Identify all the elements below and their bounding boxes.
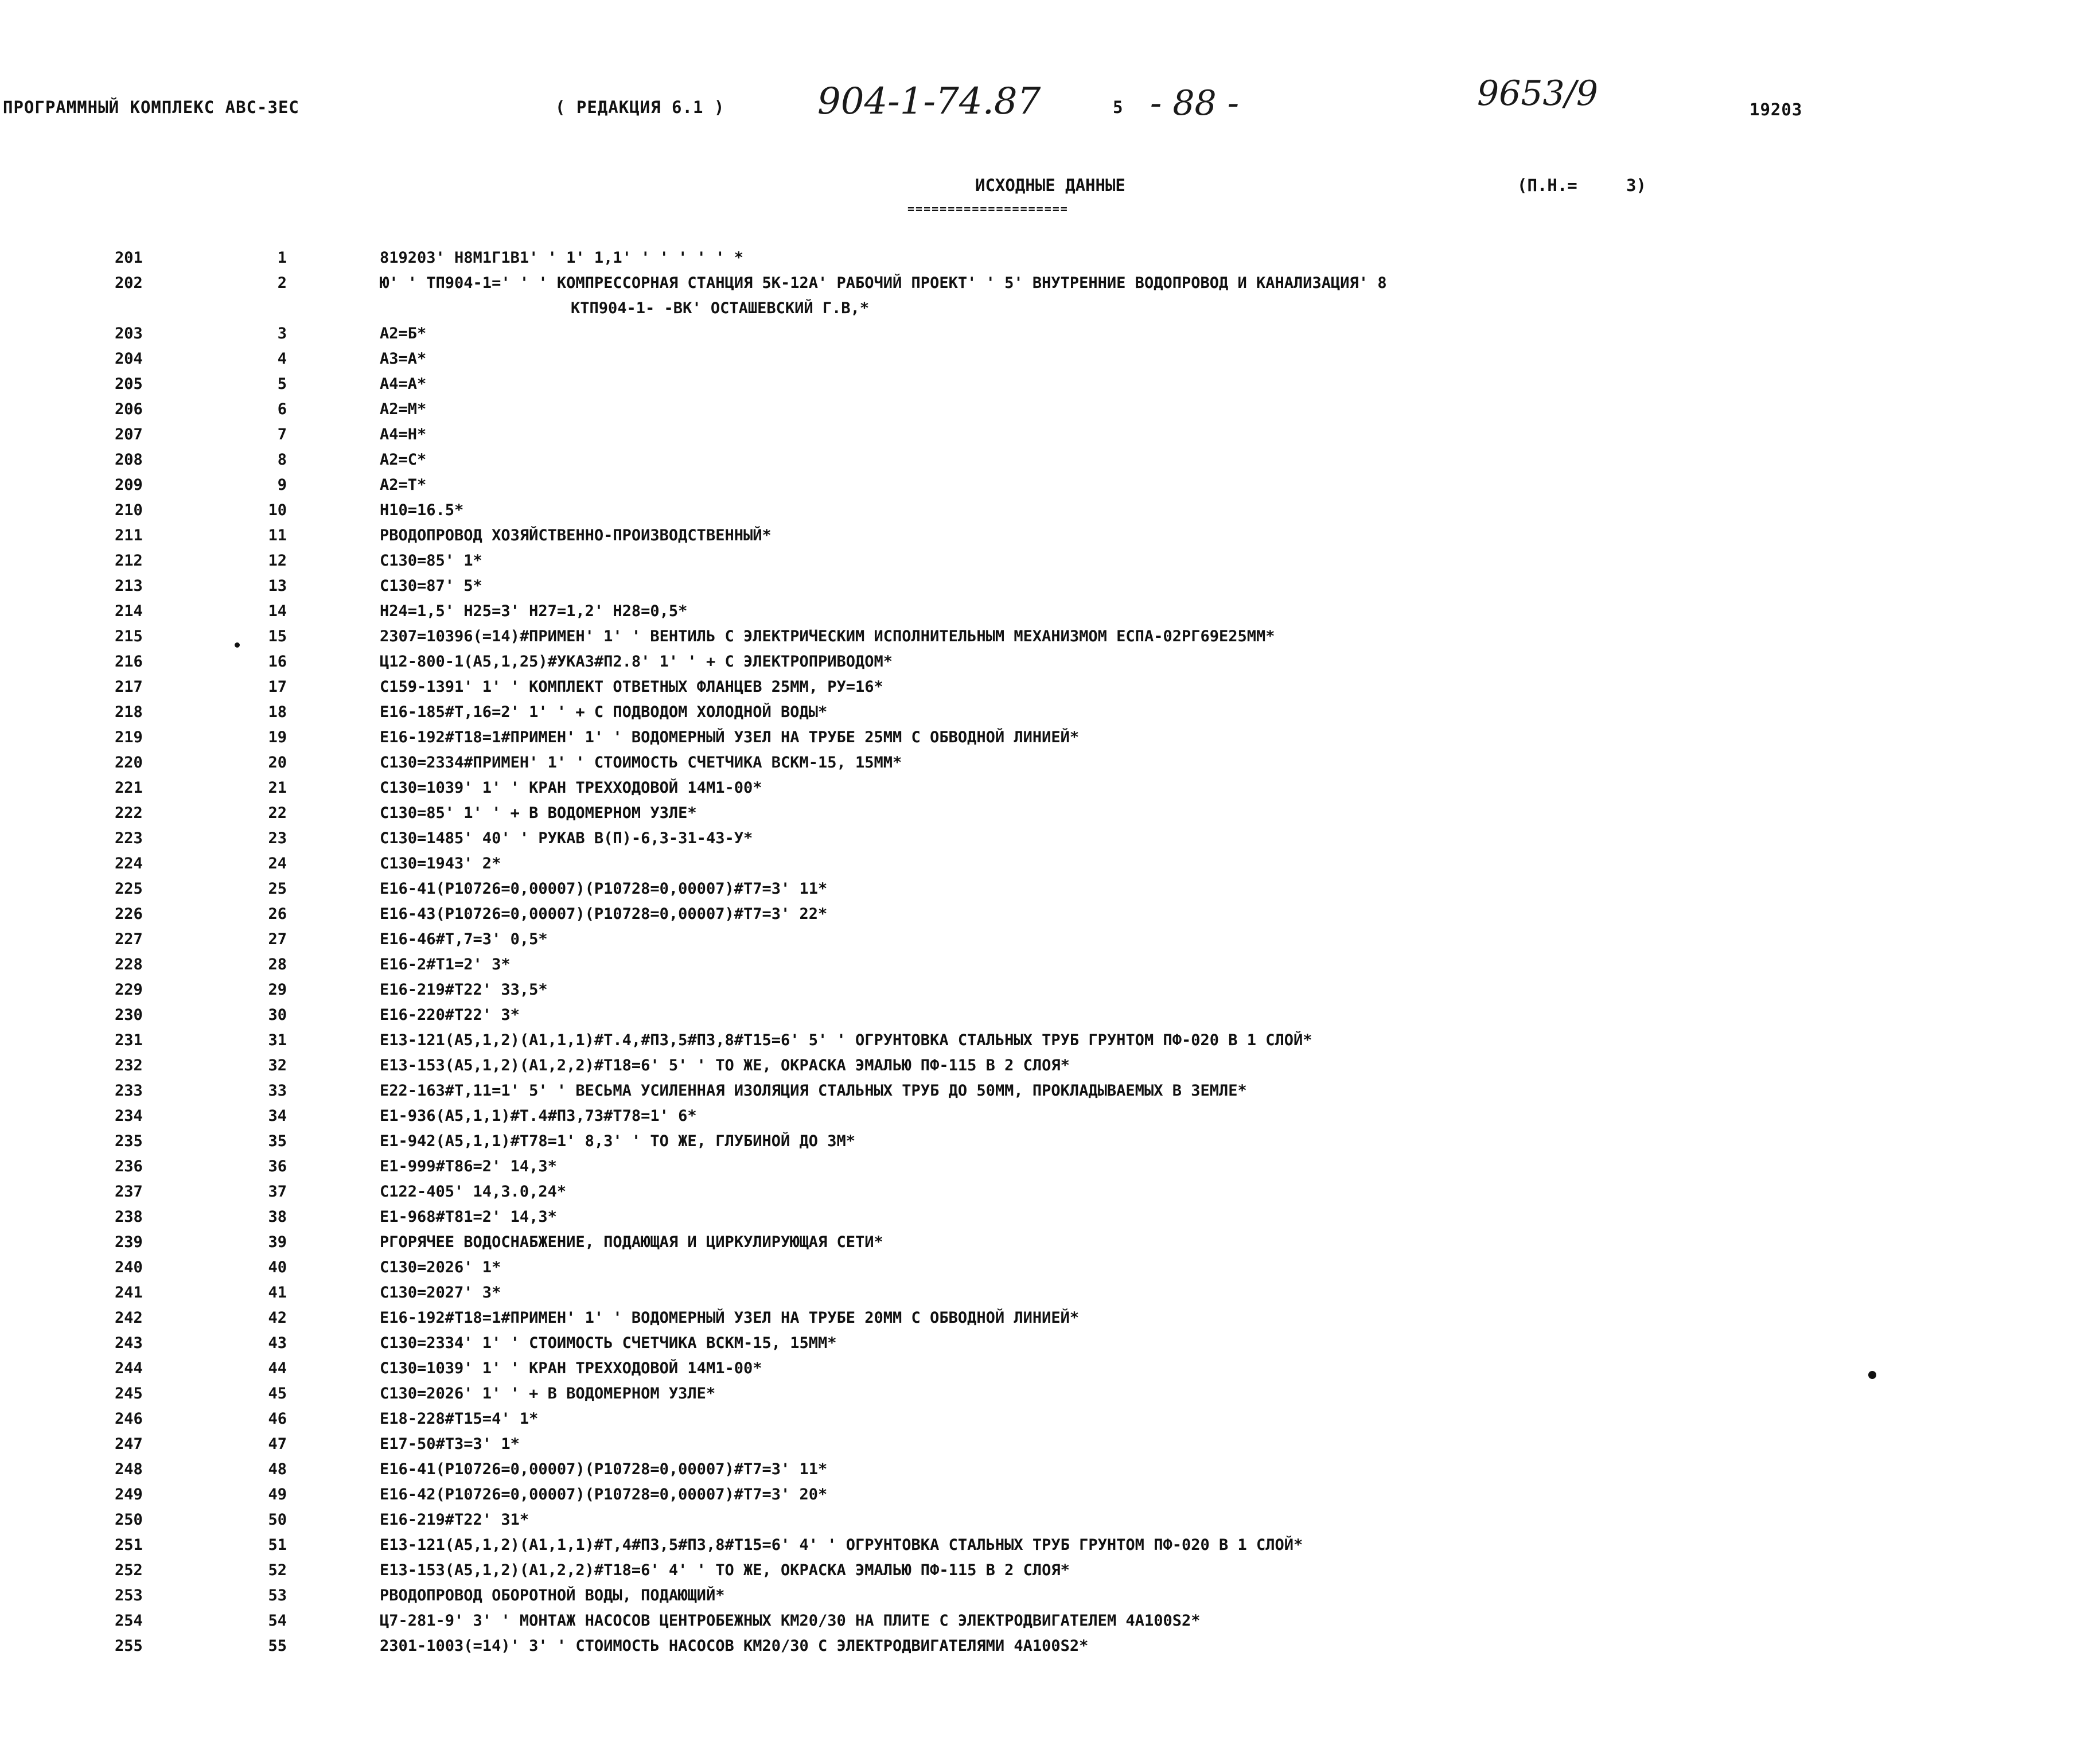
record-number: 234 [115,1107,143,1125]
record-number: 215 [115,628,143,645]
handwritten-page-number: - 88 - [1150,83,1240,123]
line-number: 41 [268,1284,287,1302]
line-number: 17 [268,678,287,696]
line-text: Е16-192#Т18=1#ПРИМЕН' 1' ' ВОДОМЕРНЫЙ УЗЕЛ НА ТРУБЕ 20ММ С ОБВОДНОЙ ЛИНИЕЙ* [380,1309,1080,1327]
line-number: 18 [268,703,287,721]
record-number: 211 [115,527,143,544]
title-text: ИСХОДНЫЕ ДАННЫЕ [975,176,1125,195]
line-number: 1 [277,249,287,267]
line-number: 33 [268,1082,287,1100]
record-number: 236 [115,1158,143,1175]
line-text: Е16-41(Р10726=0,00007)(Р10728=0,00007)#Т7=3' 11* [380,1460,828,1478]
line-number: 47 [268,1435,287,1453]
line-number: 9 [277,476,287,494]
record-number: 253 [115,1587,143,1604]
line-number: 13 [268,577,287,595]
line-number: 20 [268,754,287,772]
line-text: РВОДОПРОВОД ОБОРОТНОЙ ВОДЫ, ПОДАЮЩИЙ* [380,1587,725,1604]
line-number: 14 [268,602,287,620]
line-text: С130=85' 1' ' + В ВОДОМЕРНОМ УЗЛЕ* [380,804,697,822]
line-number: 44 [268,1359,287,1377]
record-number: 212 [115,552,143,570]
line-text: С130=1039' 1' ' КРАН ТРЕХХОДОВОЙ 14М1-00* [380,779,762,797]
record-number: 243 [115,1334,143,1352]
line-text: Е1-999#Т86=2' 14,3* [380,1158,557,1175]
record-number: 224 [115,855,143,872]
line-text: Е16-46#Т,7=3' 0,5* [380,930,548,948]
record-number: 208 [115,451,143,469]
record-number: 249 [115,1486,143,1503]
line-text: С130=85' 1* [380,552,482,570]
line-text: Е16-219#Т22' 33,5* [380,981,548,999]
record-number: 223 [115,829,143,847]
line-text: Е13-153(А5,1,2)(А1,2,2)#Т18=6' 4' ' ТО ЖЕ, ОКРАСКА ЭМАЛЬЮ ПФ-115 В 2 СЛОЯ* [380,1561,1070,1579]
record-number: 219 [115,728,143,746]
line-number: 4 [277,350,287,368]
line-number: 31 [268,1031,287,1049]
line-text: 2307=10396(=14)#ПРИМЕН' 1' ' ВЕНТИЛЬ С ЭЛЕКТРИЧЕСКИМ ИСПОЛНИТЕЛЬНЫМ МЕХАНИЗМОМ ЕСПА-02РГ69Е25ММ* [380,628,1275,645]
line-text: Е16-219#Т22' 31* [380,1511,529,1529]
line-text: Е1-936(А5,1,1)#Т.4#П3,73#Т78=1' 6* [380,1107,697,1125]
record-number: 214 [115,602,143,620]
line-text: А2=С* [380,451,427,469]
record-number: 239 [115,1233,143,1251]
line-text: РГОРЯЧЕЕ ВОДОСНАБЖЕНИЕ, ПОДАЮЩАЯ И ЦИРКУЛИРУЮЩАЯ СЕТИ* [380,1233,883,1251]
line-number: 24 [268,855,287,872]
record-number: 205 [115,375,143,393]
line-text: С130=1485' 40' ' РУКАВ В(П)-6,3-31-43-У* [380,829,753,847]
line-number: 27 [268,930,287,948]
record-number: 255 [115,1637,143,1655]
line-number: 16 [268,653,287,671]
line-text: С130=2026' 1* [380,1259,501,1276]
record-number: 210 [115,501,143,519]
record-number: 231 [115,1031,143,1049]
line-text: 2301-1003(=14)' 3' ' СТОИМОСТЬ НАСОСОВ КМ20/30 С ЭЛЕКТРОДВИГАТЕЛЯМИ 4А100S2* [380,1637,1089,1655]
record-number: 251 [115,1536,143,1554]
line-number: 55 [268,1637,287,1655]
line-number: 51 [268,1536,287,1554]
record-number: 217 [115,678,143,696]
line-text: С130=2027' 3* [380,1284,501,1302]
record-number: 252 [115,1561,143,1579]
record-number: 204 [115,350,143,368]
record-number: 220 [115,754,143,772]
record-number: 209 [115,476,143,494]
line-number: 54 [268,1612,287,1630]
record-number: 226 [115,905,143,923]
line-text: Е16-220#Т22' 3* [380,1006,520,1024]
line-text: А3=А* [380,350,427,368]
line-text: С122-405' 14,3.0,24* [380,1183,567,1201]
line-number: 53 [268,1587,287,1604]
record-number: 222 [115,804,143,822]
line-number: 15 [268,628,287,645]
line-text: А4=А* [380,375,427,393]
record-number: 206 [115,400,143,418]
line-number: 50 [268,1511,287,1529]
line-number: 52 [268,1561,287,1579]
line-number: 19 [268,728,287,746]
record-number: 238 [115,1208,143,1226]
line-number: 42 [268,1309,287,1327]
line-number: 32 [268,1057,287,1074]
line-number: 37 [268,1183,287,1201]
record-number: 232 [115,1057,143,1074]
line-text: Н10=16.5* [380,501,464,519]
page-number-value: 3) [1626,176,1646,195]
line-text: А4=Н* [380,426,427,443]
line-number: 34 [268,1107,287,1125]
line-text: А2=Б* [380,325,427,342]
line-number: 28 [268,956,287,973]
line-text: 819203' Н8М1Г1В1' ' 1' 1,1' ' ' ' ' ' * [380,249,743,267]
line-text: Е17-50#Т3=3' 1* [380,1435,520,1453]
record-number: 213 [115,577,143,595]
line-text: КТП904-1- -ВК' ОСТАШЕВСКИЙ Г.В,* [571,299,870,317]
line-text: Н24=1,5' Н25=3' Н27=1,2' Н28=0,5* [380,602,688,620]
line-number: 40 [268,1259,287,1276]
record-number: 241 [115,1284,143,1302]
line-text: Е16-185#Т,16=2' 1' ' + С ПОДВОДОМ ХОЛОДНОЙ ВОДЫ* [380,703,828,721]
line-number: 5 [277,375,287,393]
record-number: 244 [115,1359,143,1377]
job-number: 19203 [1750,100,1803,119]
line-number: 8 [277,451,287,469]
line-text: С130=1943' 2* [380,855,501,872]
record-number: 203 [115,325,143,342]
line-text: Е1-968#Т81=2' 14,3* [380,1208,557,1226]
line-number: 45 [268,1385,287,1402]
line-text: Е22-163#Т,11=1' 5' ' ВЕСЬМА УСИЛЕННАЯ ИЗОЛЯЦИЯ СТАЛЬНЫХ ТРУБ ДО 50ММ, ПРОКЛАДЫВАЕМЫХ В ЗЕМЛЕ* [380,1082,1247,1100]
line-text: Е16-2#Т1=2' 3* [380,956,511,973]
handwritten-project-code: 904-1-74.87 [817,80,1041,123]
line-text: С130=1039' 1' ' КРАН ТРЕХХОДОВОЙ 14М1-00* [380,1359,762,1377]
line-text: Ц12-800-1(А5,1,25)#УКАЗ#П2.8' 1' ' + С ЭЛЕКТРОПРИВОДОМ* [380,653,893,671]
line-number: 7 [277,426,287,443]
line-text: Ц7-281-9' 3' ' МОНТАЖ НАСОСОВ ЦЕНТРОБЕЖНЫХ КМ20/30 НА ПЛИТЕ С ЭЛЕКТРОДВИГАТЕЛЕМ 4А100S2* [380,1612,1201,1630]
record-number: 250 [115,1511,143,1529]
line-number: 43 [268,1334,287,1352]
record-number: 254 [115,1612,143,1630]
line-number: 49 [268,1486,287,1503]
line-text: А2=М* [380,400,427,418]
line-number: 39 [268,1233,287,1251]
record-number: 237 [115,1183,143,1201]
record-number: 247 [115,1435,143,1453]
line-text: Е16-43(Р10726=0,00007)(Р10728=0,00007)#Т7=3' 22* [380,905,828,923]
line-number: 25 [268,880,287,898]
program-name: ПРОГРАММНЫЙ КОМПЛЕКС АВС-ЗЕС [3,98,299,117]
line-number: 38 [268,1208,287,1226]
record-number: 202 [115,274,143,292]
record-number: 228 [115,956,143,973]
line-number: 35 [268,1132,287,1150]
title-underline: ==================== [907,202,1069,216]
record-number: 221 [115,779,143,797]
sheet-number: 5 [1113,98,1124,117]
line-text: Е16-42(Р10726=0,00007)(Р10728=0,00007)#Т7=3' 20* [380,1486,828,1503]
edition-label: ( РЕДАКЦИЯ 6.1 ) [555,98,725,117]
record-number: 230 [115,1006,143,1024]
line-text: Е13-153(А5,1,2)(А1,2,2)#Т18=6' 5' ' ТО ЖЕ, ОКРАСКА ЭМАЛЬЮ ПФ-115 В 2 СЛОЯ* [380,1057,1070,1074]
line-text: РВОДОПРОВОД ХОЗЯЙСТВЕННО-ПРОИЗВОДСТВЕННЫЙ* [380,527,772,544]
record-number: 233 [115,1082,143,1100]
record-number: 225 [115,880,143,898]
line-text: Е18-228#Т15=4' 1* [380,1410,539,1428]
line-number: 46 [268,1410,287,1428]
line-number: 36 [268,1158,287,1175]
record-number: 216 [115,653,143,671]
line-number: 22 [268,804,287,822]
line-number: 21 [268,779,287,797]
record-number: 248 [115,1460,143,1478]
line-number: 23 [268,829,287,847]
line-text: А2=Т* [380,476,427,494]
line-text: С159-1391' 1' ' КОМПЛЕКТ ОТВЕТНЫХ ФЛАНЦЕВ 25ММ, РУ=16* [380,678,883,696]
record-number: 245 [115,1385,143,1402]
line-number: 11 [268,527,287,544]
line-text: Е1-942(А5,1,1)#Т78=1' 8,3' ' ТО ЖЕ, ГЛУБИНОЙ ДО 3М* [380,1132,856,1150]
record-number: 242 [115,1309,143,1327]
line-text: Е13-121(А5,1,2)(А1,1,1)#Т,4#П3,5#П3,8#Т15=6' 4' ' ОГРУНТОВКА СТАЛЬНЫХ ТРУБ ГРУНТОМ ПФ-020 В 1 СЛОЙ* [380,1536,1303,1554]
scan-speck [235,642,240,648]
line-number: 12 [268,552,287,570]
record-number: 229 [115,981,143,999]
line-text: С130=2334' 1' ' СТОИМОСТЬ СЧЕТЧИКА ВСКМ-15, 15ММ* [380,1334,837,1352]
line-number: 29 [268,981,287,999]
line-text: Е16-41(Р10726=0,00007)(Р10728=0,00007)#Т7=3' 11* [380,880,828,898]
record-number: 207 [115,426,143,443]
line-number: 3 [277,325,287,342]
line-text: С130=2334#ПРИМЕН' 1' ' СТОИМОСТЬ СЧЕТЧИКА ВСКМ-15, 15ММ* [380,754,902,772]
handwritten-code: 9653/9 [1477,73,1599,114]
line-text: Е16-192#Т18=1#ПРИМЕН' 1' ' ВОДОМЕРНЫЙ УЗЕЛ НА ТРУБЕ 25ММ С ОБВОДНОЙ ЛИНИЕЙ* [380,728,1080,746]
line-text: Ю' ' ТП904-1=' ' ' КОМПРЕССОРНАЯ СТАНЦИЯ 5К-12А' РАБОЧИЙ ПРОЕКТ' ' 5' ВНУТРЕННИЕ ВОДОПРОВОД И КАНАЛИЗАЦИЯ' 8 [380,274,1387,292]
record-number: 227 [115,930,143,948]
line-text: С130=2026' 1' ' + В ВОДОМЕРНОМ УЗЛЕ* [380,1385,716,1402]
line-number: 10 [268,501,287,519]
line-text: С130=87' 5* [380,577,482,595]
line-number: 26 [268,905,287,923]
line-number: 30 [268,1006,287,1024]
line-number: 48 [268,1460,287,1478]
line-number: 6 [277,400,287,418]
page-number-label: (П.Н.= [1517,176,1577,195]
record-number: 246 [115,1410,143,1428]
scan-speck [1868,1371,1876,1379]
line-number: 2 [277,274,287,292]
record-number: 201 [115,249,143,267]
record-number: 240 [115,1259,143,1276]
record-number: 235 [115,1132,143,1150]
line-text: Е13-121(А5,1,2)(А1,1,1)#Т.4,#П3,5#П3,8#Т15=6' 5' ' ОГРУНТОВКА СТАЛЬНЫХ ТРУБ ГРУНТОМ ПФ-020 В 1 СЛОЙ* [380,1031,1312,1049]
record-number: 218 [115,703,143,721]
